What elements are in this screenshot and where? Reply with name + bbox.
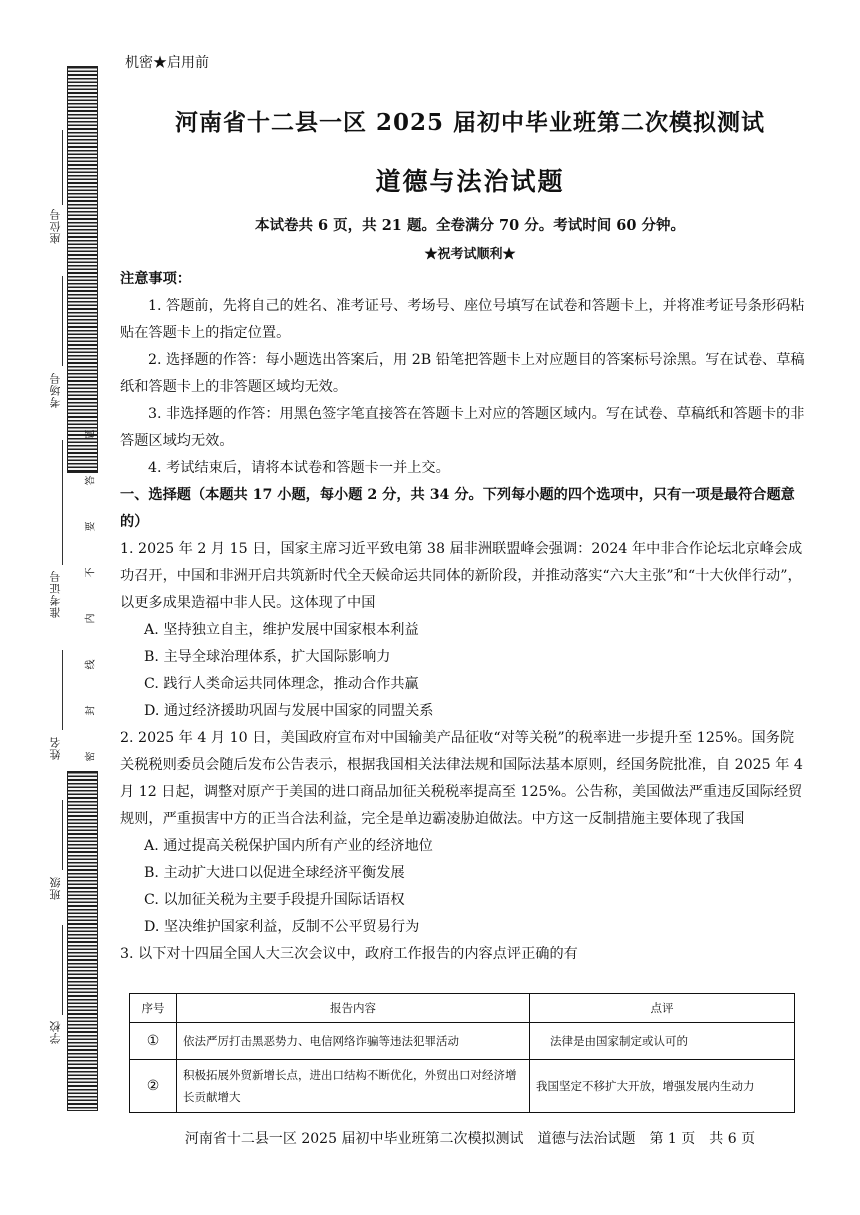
table-row bbox=[130, 1060, 795, 1113]
table-cell: 依法严厉打击黑恶势力、电信网络诈骗等违法犯罪活动 bbox=[177, 1023, 530, 1060]
class-label: 班级 bbox=[49, 876, 62, 900]
table-row bbox=[130, 1023, 795, 1060]
notice-item: 1. 答题前，先将自己的姓名、准考证号、考场号、座位号填写在试卷和答题卡上，并将准考证号条形码粘贴在答题卡上的指定位置。 bbox=[120, 298, 805, 341]
seal-char: 要 bbox=[85, 521, 97, 532]
table-cell: 我国坚定不移扩大开放，增强发展内生动力 bbox=[530, 1060, 795, 1113]
notice-item: 3. 非选择题的作答：用黑色签字笔直接答在答题卡上对应的答题区域内。写在试卷、草稿纸和答题卡的非答题区域均无效。 bbox=[120, 406, 805, 449]
question-option: C. 以加征关税为主要手段提升国际话语权 bbox=[144, 892, 405, 908]
notice-item: 4. 考试结束后，请将本试卷和答题卡一并上交。 bbox=[148, 460, 450, 476]
question-option: A. 通过提高关税保护国内所有产业的经济地位 bbox=[144, 838, 433, 854]
notice-heading: 注意事项： bbox=[120, 271, 191, 287]
table-header: 序号 bbox=[130, 994, 177, 1023]
seat-number-label: 座位号 bbox=[49, 208, 62, 244]
seal-char: 密 bbox=[85, 751, 97, 762]
page-footer: 河南省十二县一区 2025 届初中毕业班第二次模拟测试 道德与法治试题 第 1 页 共 6 页 bbox=[184, 1131, 756, 1147]
seal-char: 答 bbox=[85, 475, 97, 486]
seal-char: 内 bbox=[85, 613, 97, 624]
seal-char: 题 bbox=[85, 429, 97, 440]
table-header: 报告内容 bbox=[177, 994, 530, 1023]
question-stem: 3. 以下对十四届全国人大三次会议中，政府工作报告的内容点评正确的有 bbox=[120, 946, 578, 962]
question-option: D. 坚决维护国家利益，反制不公平贸易行为 bbox=[144, 919, 420, 935]
question-option: A. 坚持独立自主，维护发展中国家根本利益 bbox=[144, 622, 419, 638]
exam-info: 本试卷共 6 页，共 21 题。全卷满分 70 分。考试时间 60 分钟。 bbox=[254, 217, 685, 234]
field-line bbox=[62, 440, 63, 565]
table-cell: 积极拓展外贸新增长点，进出口结构不断优化，外贸出口对经济增长贡献增大 bbox=[177, 1060, 530, 1113]
field-line bbox=[62, 800, 63, 870]
question-option: C. 践行人类命运共同体理念，推动合作共赢 bbox=[144, 676, 419, 692]
exam-subtitle: 道德与法治试题 bbox=[375, 167, 565, 196]
table-cell: ② bbox=[130, 1060, 177, 1113]
field-line bbox=[62, 276, 63, 366]
question-option: B. 主导全球治理体系，扩大国际影响力 bbox=[144, 649, 391, 665]
exam-title: 河南省十二县一区 2025 届初中毕业班第二次模拟测试 bbox=[174, 109, 766, 136]
seal-char: 不 bbox=[85, 567, 97, 578]
field-line bbox=[62, 925, 63, 1015]
name-label: 姓名 bbox=[49, 736, 62, 760]
notice-section bbox=[120, 266, 808, 968]
seal-warning bbox=[82, 0, 96, 1215]
table-header: 点评 bbox=[530, 994, 795, 1023]
binding-strip bbox=[0, 0, 110, 1215]
school-label: 学校 bbox=[49, 1020, 62, 1044]
field-line bbox=[62, 130, 63, 205]
exam-wish: ★祝考试顺利★ bbox=[424, 247, 516, 262]
question-option: D. 通过经济援助巩固与发展中国家的同盟关系 bbox=[144, 703, 434, 719]
seal-char: 封 bbox=[85, 705, 97, 716]
admission-number-label: 准考证号 bbox=[49, 570, 62, 618]
table-cell: 法律是由国家制定或认可的 bbox=[530, 1023, 795, 1060]
table-cell: ① bbox=[130, 1023, 177, 1060]
field-line bbox=[62, 650, 63, 730]
question-stem: 1. 2025 年 2 月 15 日，国家主席习近平致电第 38 届非洲联盟峰会强调：2024 年中非合作论坛北京峰会成功召开，中国和非洲开启共筑新时代全天候命运共同体的新阶段，并推动落实“六大主张”和“十大伙伴行动”，以更多成果造福中非人民。这体现了中国 bbox=[120, 541, 803, 611]
exam-room-label: 考场号 bbox=[49, 372, 62, 408]
section-heading: 一、选择题（本题共 17 小题，每小题 2 分，共 34 分。下列每小题的四个选项中，只有一项是最符合题意的） bbox=[120, 487, 795, 530]
notice-item: 2. 选择题的作答：每小题选出答案后，用 2B 铅笔把答题卡上对应题目的答案标号涂黑。写在试卷、草稿纸和答题卡上的非答题区域均无效。 bbox=[120, 352, 805, 395]
seal-char: 线 bbox=[85, 659, 97, 670]
question-stem: 2. 2025 年 4 月 10 日，美国政府宣布对中国输美产品征收“对等关税”的税率进一步提升至 125%。国务院关税税则委员会随后发布公告表示，根据我国相关法律法规和国际法基本原则，经国务院批准，自 2025 年 4 月 12 日起，调整对原产于美国的进口商品加征关税税率提高至 125%。公告称，美国做法严重违反国际经贸规则，严重损害中方的正当合法利益，完全是单边霸凌胁迫做法。中方这一反制措施主要体现了我国 bbox=[120, 730, 803, 827]
secret-mark: 机密★启用前 bbox=[125, 55, 209, 71]
question-option: B. 主动扩大进口以促进全球经济平衡发展 bbox=[144, 865, 405, 881]
report-table bbox=[129, 993, 795, 1113]
table-header-row bbox=[130, 994, 795, 1023]
